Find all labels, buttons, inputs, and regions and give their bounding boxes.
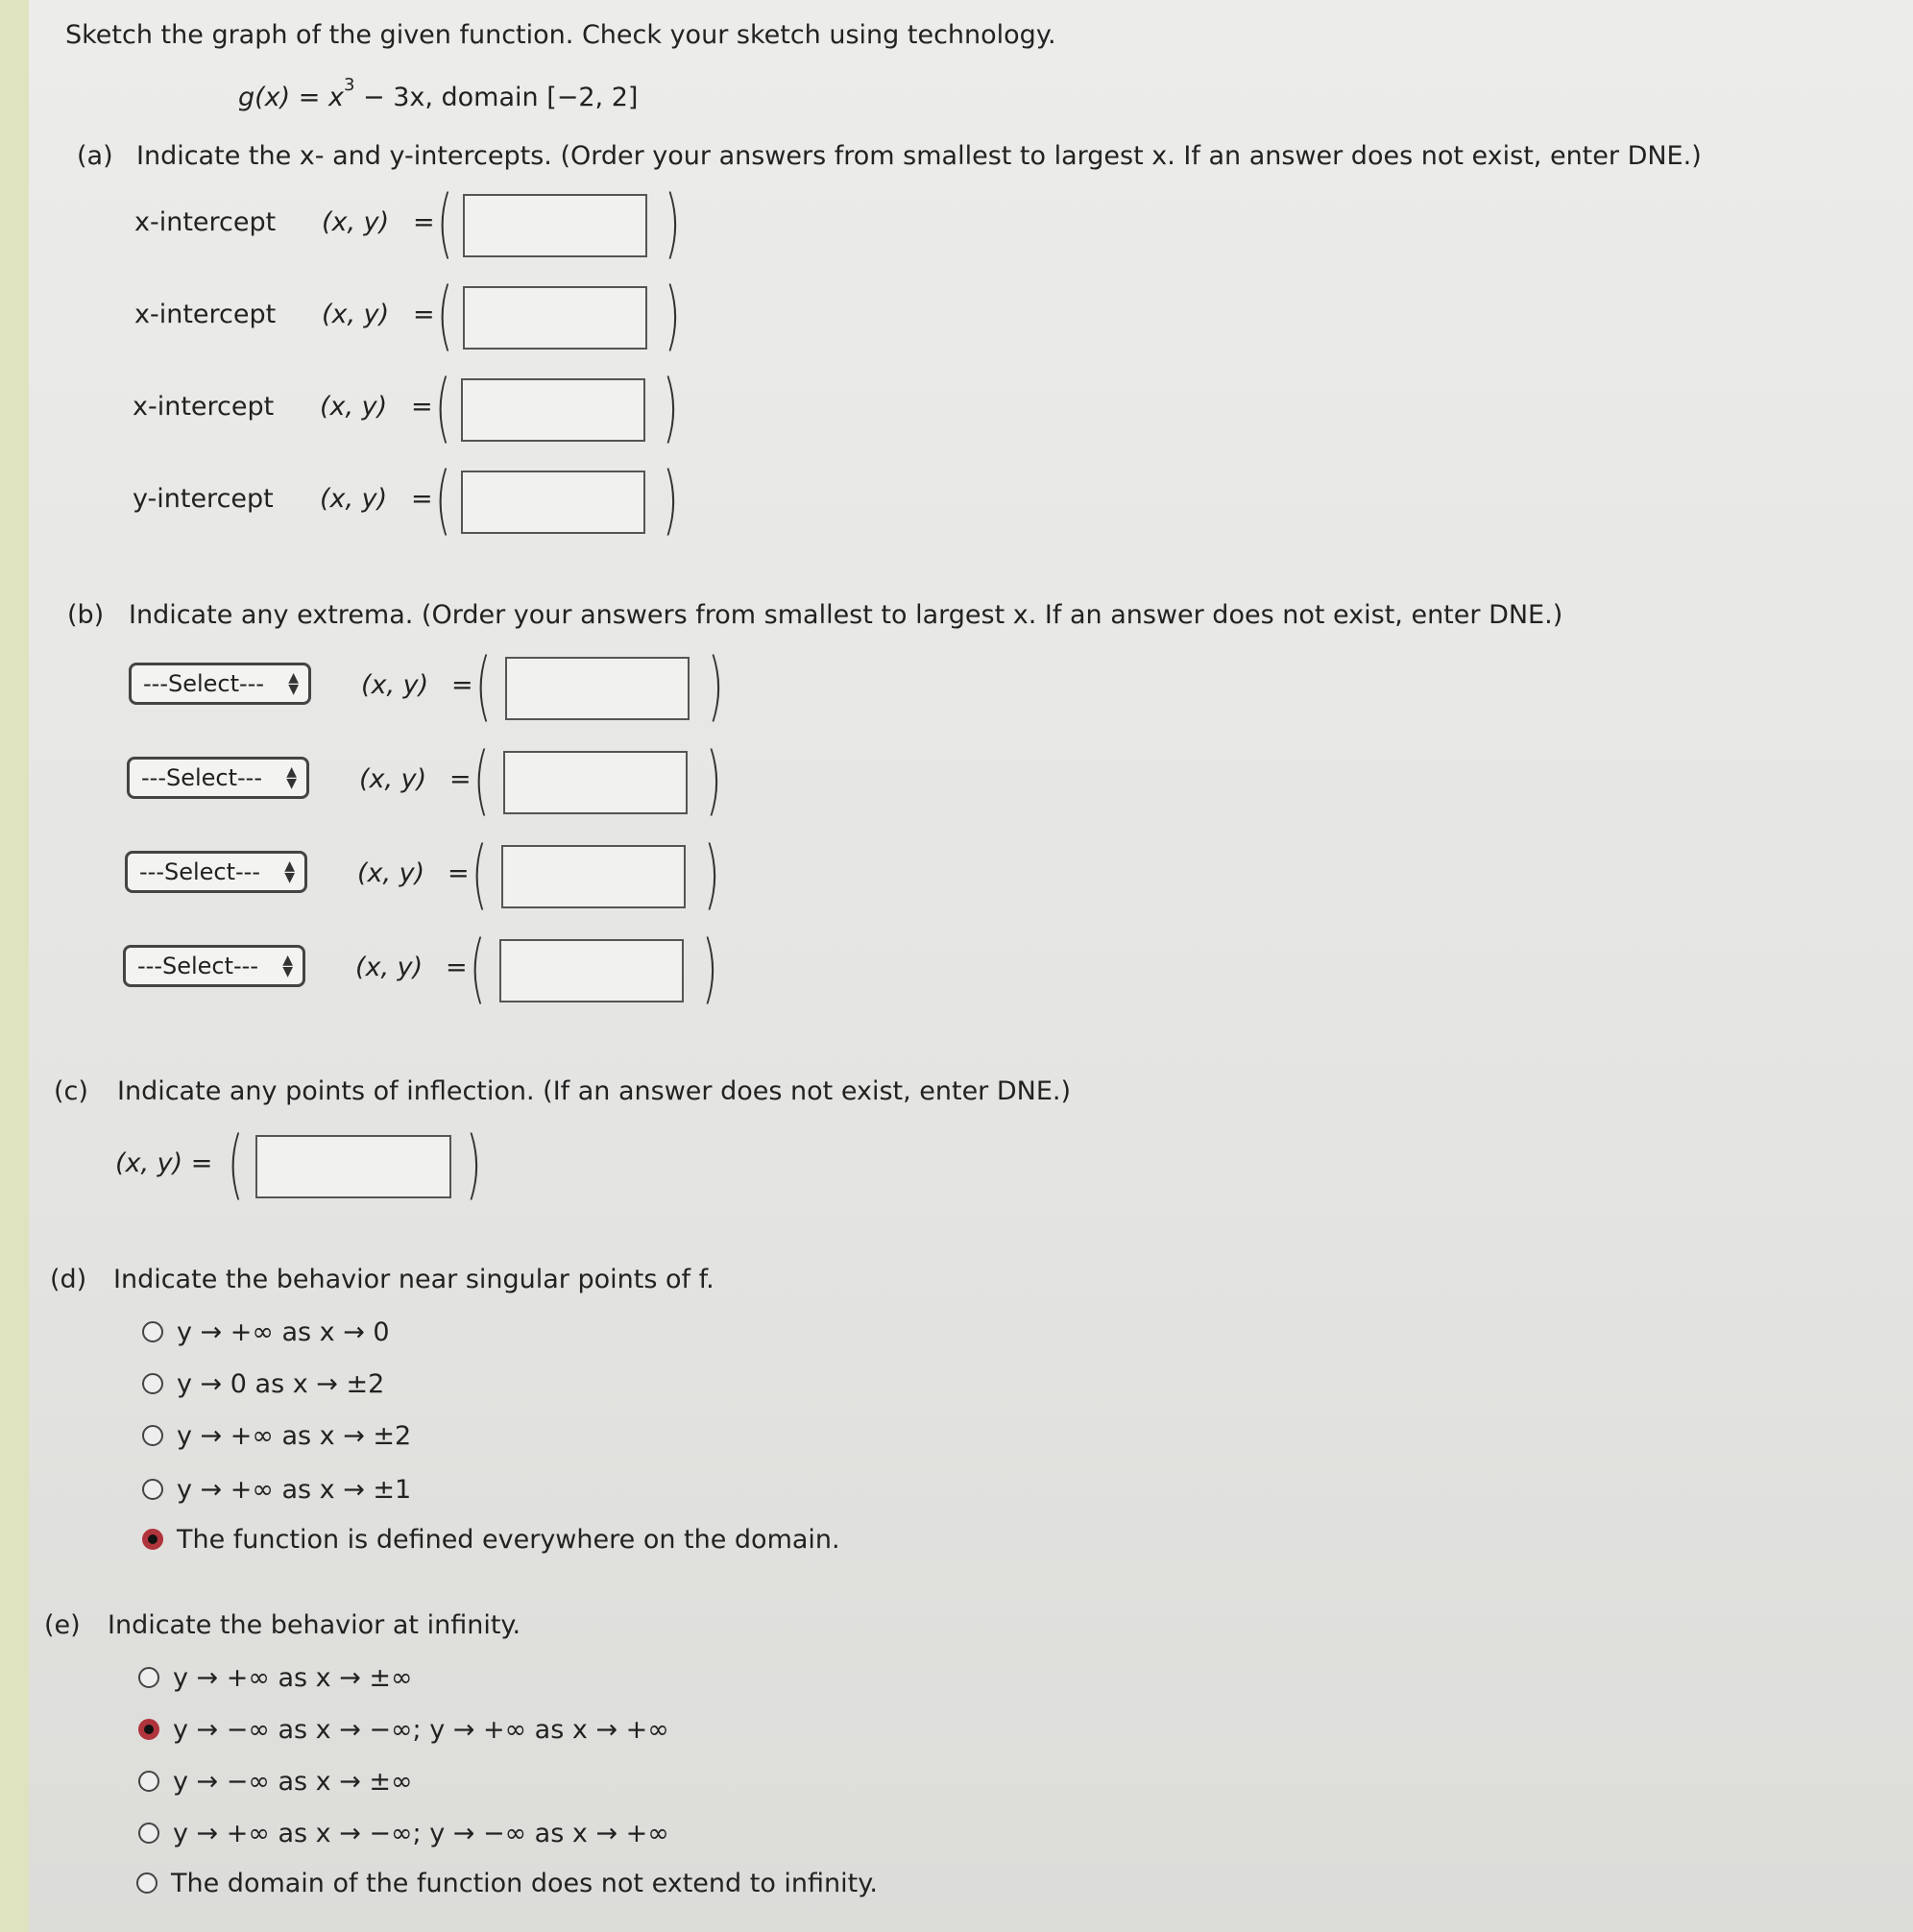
intercept-label: x-intercept (134, 207, 277, 237)
equals-sign: = (448, 858, 470, 888)
intercept-label: y-intercept (133, 484, 274, 514)
select-arrows-icon: ▲ ▼ (288, 670, 299, 697)
infinity-option-2[interactable] (138, 1711, 1195, 1750)
extrema-type-select[interactable] (127, 757, 309, 799)
inflection-row (29, 1122, 797, 1208)
singular-option-3[interactable] (142, 1417, 1102, 1456)
x-intercept-row-3 (29, 365, 797, 451)
xy-label: (x, y) (357, 858, 425, 888)
equals-sign: = (451, 670, 473, 700)
infinity-option-3[interactable] (138, 1763, 1195, 1801)
select-arrows-icon: ▲ ▼ (282, 953, 293, 979)
singular-option-2[interactable] (142, 1365, 1102, 1404)
xy-label: (x, y) (359, 764, 427, 794)
radio-button-selected[interactable] (142, 1529, 163, 1550)
close-paren: ) (664, 273, 681, 359)
select-value: ---Select--- (139, 858, 260, 885)
part-a-prompt: Indicate the x- and y-intercepts. (Order your answers from smallest to largest x. If an answer does not exist, enter DNE.) (136, 141, 1702, 171)
function-rest: − 3x, domain [−2, 2] (354, 83, 639, 112)
open-paren: ( (434, 365, 451, 451)
extrema-row-3 (29, 832, 797, 918)
xy-label: (x, y) (322, 300, 390, 329)
radio-button[interactable] (138, 1823, 159, 1844)
option-label: y → +∞ as x → −∞; y → −∞ as x → +∞ (173, 1819, 669, 1848)
infinity-option-5[interactable] (136, 1865, 1193, 1903)
answer-input[interactable] (501, 845, 686, 908)
option-label: The function is defined everywhere on the domain. (177, 1525, 840, 1555)
equals-sign: = (446, 953, 468, 982)
select-value: ---Select--- (137, 953, 258, 979)
open-paren: ( (471, 832, 488, 918)
open-paren: ( (436, 273, 453, 359)
part-d-letter: (d) (50, 1265, 87, 1294)
equals-sign: = (411, 392, 433, 422)
close-paren: ) (465, 1122, 482, 1208)
xy-label: (x, y) = (115, 1148, 213, 1178)
radio-button[interactable] (138, 1667, 159, 1688)
part-c-letter: (c) (54, 1076, 88, 1106)
open-paren: ( (436, 181, 453, 267)
open-paren: ( (469, 926, 486, 1012)
x-intercept-row-1 (29, 181, 797, 267)
extrema-type-select[interactable] (129, 663, 311, 705)
option-label: y → +∞ as x → ±1 (177, 1475, 412, 1505)
function-exponent: 3 (343, 75, 355, 95)
part-e-prompt: Indicate the behavior at infinity. (108, 1610, 521, 1640)
xy-label: (x, y) (322, 207, 390, 237)
part-c-prompt: Indicate any points of inflection. (If an answer does not exist, enter DNE.) (117, 1076, 1072, 1106)
answer-input[interactable] (463, 286, 647, 350)
close-paren: ) (703, 832, 720, 918)
option-label: y → −∞ as x → ±∞ (173, 1767, 413, 1797)
open-paren: ( (227, 1122, 244, 1208)
y-intercept-row (29, 457, 797, 543)
answer-input[interactable] (461, 378, 645, 442)
answer-input[interactable] (505, 657, 690, 720)
option-label: The domain of the function does not extend to infinity. (171, 1869, 878, 1898)
open-paren: ( (434, 457, 451, 543)
part-b-prompt: Indicate any extrema. (Order your answers from smallest to largest x. If an answer does not exist, enter DNE.) (129, 600, 1563, 630)
option-label: y → +∞ as x → ±∞ (173, 1663, 413, 1693)
singular-option-1[interactable] (142, 1314, 1102, 1352)
equals-sign: = (413, 207, 435, 237)
intercept-label: x-intercept (133, 392, 275, 422)
singular-option-5[interactable] (142, 1521, 1102, 1559)
option-label: y → +∞ as x → 0 (177, 1317, 390, 1347)
part-a-letter: (a) (77, 141, 113, 171)
radio-button[interactable] (142, 1479, 163, 1500)
select-value: ---Select--- (141, 764, 262, 791)
answer-input[interactable] (463, 194, 647, 257)
close-paren: ) (701, 926, 718, 1012)
equals-sign: = (449, 764, 472, 794)
open-paren: ( (472, 737, 490, 824)
select-arrows-icon: ▲ ▼ (284, 858, 295, 885)
radio-button[interactable] (142, 1425, 163, 1446)
extrema-type-select[interactable] (123, 945, 305, 987)
left-margin-bar (0, 0, 29, 1932)
extrema-row-1 (29, 643, 797, 730)
question-page (29, 0, 1913, 1932)
singular-option-4[interactable] (142, 1471, 1102, 1509)
intercept-label: x-intercept (134, 300, 277, 329)
radio-button[interactable] (142, 1321, 163, 1342)
close-paren: ) (662, 365, 679, 451)
radio-button[interactable] (136, 1872, 157, 1894)
close-paren: ) (664, 181, 681, 267)
option-label: y → −∞ as x → −∞; y → +∞ as x → +∞ (173, 1715, 669, 1745)
extrema-row-2 (29, 737, 797, 824)
answer-input[interactable] (499, 939, 684, 1002)
close-paren: ) (707, 643, 724, 730)
extrema-type-select[interactable] (125, 851, 307, 893)
part-e-letter: (e) (44, 1610, 81, 1640)
equals-sign: = (413, 300, 435, 329)
part-d-prompt: Indicate the behavior near singular points of f. (113, 1265, 714, 1294)
select-value: ---Select--- (143, 670, 264, 697)
part-b-letter: (b) (67, 600, 105, 630)
xy-label: (x, y) (355, 953, 424, 982)
answer-input[interactable] (461, 471, 645, 534)
close-paren: ) (705, 737, 722, 824)
equals-sign: = (411, 484, 433, 514)
option-label: y → +∞ as x → ±2 (177, 1421, 412, 1451)
infinity-option-4[interactable] (138, 1815, 1195, 1853)
extrema-row-4 (29, 926, 797, 1012)
x-intercept-row-2 (29, 273, 797, 359)
select-arrows-icon: ▲ ▼ (286, 764, 297, 791)
infinity-option-1[interactable] (138, 1659, 1195, 1698)
inflection-input[interactable] (255, 1135, 451, 1198)
function-name: g(x) = x (238, 83, 344, 112)
radio-button-selected[interactable] (138, 1719, 159, 1740)
radio-button[interactable] (142, 1373, 163, 1394)
close-paren: ) (662, 457, 679, 543)
xy-label: (x, y) (361, 670, 429, 700)
function-definition (238, 75, 639, 112)
xy-label: (x, y) (320, 484, 388, 514)
radio-button[interactable] (138, 1771, 159, 1792)
option-label: y → 0 as x → ±2 (177, 1369, 385, 1399)
answer-input[interactable] (503, 751, 688, 814)
xy-label: (x, y) (320, 392, 388, 422)
instructions-text: Sketch the graph of the given function. Check your sketch using technology. (65, 20, 1056, 50)
open-paren: ( (474, 643, 492, 730)
